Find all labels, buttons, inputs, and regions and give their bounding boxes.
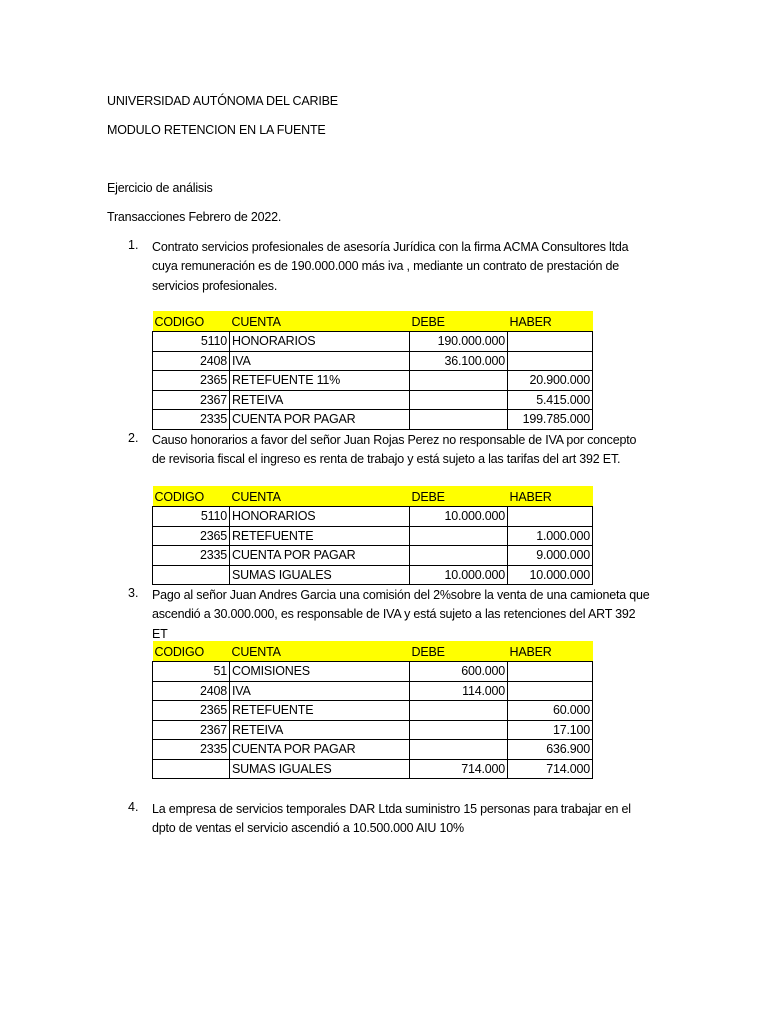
table-row [153, 410, 593, 430]
table-row [153, 390, 593, 410]
cell-debe [410, 410, 508, 430]
ledger-table-2 [152, 486, 593, 585]
cell-haber [508, 662, 593, 682]
cell-debe [410, 701, 508, 721]
cell-codigo: 2335 [153, 740, 230, 760]
cell-cuenta: IVA [230, 681, 410, 701]
cell-cuenta: RETEFUENTE 11% [230, 371, 410, 391]
header-debe: DEBE [410, 487, 508, 507]
cell-cuenta: IVA [230, 351, 410, 371]
cell-codigo: 2335 [153, 546, 230, 566]
item-2-number: 2. [128, 431, 139, 445]
cell-debe: 114.000 [410, 681, 508, 701]
cell-codigo: 5110 [153, 507, 230, 527]
cell-codigo: 2367 [153, 720, 230, 740]
cell-codigo: 2335 [153, 410, 230, 430]
item-1-text: Contrato servicios profesionales de asesoría Jurídica con la firma ACMA Consultores ltda cuya remuneración es de 190.000.000 más iva , mediante un contrato de prestación de servicios profesionales. [152, 240, 629, 293]
university-title: UNIVERSIDAD AUTÓNOMA DEL CARIBE [107, 94, 338, 108]
cell-cuenta: CUENTA POR PAGAR [230, 546, 410, 566]
cell-codigo: 2367 [153, 390, 230, 410]
cell-codigo: 2408 [153, 351, 230, 371]
table-row [153, 371, 593, 391]
cell-cuenta: RETEFUENTE [230, 701, 410, 721]
header-haber: HABER [508, 642, 593, 662]
module-title: MODULO RETENCION EN LA FUENTE [107, 123, 326, 137]
item-2-text: Causo honorarios a favor del señor Juan Rojas Perez no responsable de IVA por concepto de revisoria fiscal el ingreso es renta de trabajo y está sujeto a las tarifas del art 392 ET. [152, 433, 637, 467]
cell-debe: 10.000.000 [410, 565, 508, 585]
header-cuenta: CUENTA [230, 487, 410, 507]
cell-haber [508, 351, 593, 371]
cell-codigo: 2365 [153, 526, 230, 546]
cell-haber: 1.000.000 [508, 526, 593, 546]
exercise-title: Ejercicio de análisis [107, 181, 213, 195]
cell-cuenta: RETEFUENTE [230, 526, 410, 546]
cell-debe [410, 546, 508, 566]
cell-debe [410, 526, 508, 546]
cell-debe: 600.000 [410, 662, 508, 682]
cell-haber: 17.100 [508, 720, 593, 740]
header-codigo: CODIGO [153, 487, 230, 507]
header-cuenta: CUENTA [230, 642, 410, 662]
cell-cuenta: HONORARIOS [230, 332, 410, 352]
cell-haber: 20.900.000 [508, 371, 593, 391]
cell-haber [508, 681, 593, 701]
item-4-number: 4. [128, 800, 139, 814]
cell-cuenta: CUENTA POR PAGAR [230, 410, 410, 430]
header-cuenta: CUENTA [230, 312, 410, 332]
cell-cuenta: SUMAS IGUALES [230, 759, 410, 779]
table-row [153, 351, 593, 371]
ledger-table-1 [152, 311, 593, 430]
cell-haber: 60.000 [508, 701, 593, 721]
cell-debe [410, 371, 508, 391]
item-3-text: Pago al señor Juan Andres Garcia una comisión del 2%sobre la venta de una camioneta que ascendió a 30.000.000, es responsable de IVA y está sujeto a las retenciones del ART 392 ET [152, 588, 650, 641]
cell-debe [410, 720, 508, 740]
cell-debe [410, 740, 508, 760]
cell-debe: 36.100.000 [410, 351, 508, 371]
cell-cuenta: RETEIVA [230, 390, 410, 410]
cell-haber [508, 332, 593, 352]
cell-haber: 9.000.000 [508, 546, 593, 566]
cell-haber: 714.000 [508, 759, 593, 779]
ledger-table-3 [152, 641, 593, 779]
table-row [153, 332, 593, 352]
period-title: Transacciones Febrero de 2022. [107, 210, 282, 224]
item-1-number: 1. [128, 238, 139, 252]
header-codigo: CODIGO [153, 312, 230, 332]
table-row [153, 565, 593, 585]
table-row [153, 526, 593, 546]
table-row [153, 546, 593, 566]
header-debe: DEBE [410, 312, 508, 332]
table-row [153, 681, 593, 701]
table-row [153, 759, 593, 779]
header-codigo: CODIGO [153, 642, 230, 662]
cell-codigo: 2408 [153, 681, 230, 701]
cell-cuenta: COMISIONES [230, 662, 410, 682]
cell-debe: 714.000 [410, 759, 508, 779]
header-debe: DEBE [410, 642, 508, 662]
item-3-number: 3. [128, 586, 139, 600]
header-haber: HABER [508, 312, 593, 332]
cell-debe: 190.000.000 [410, 332, 508, 352]
table-row [153, 720, 593, 740]
cell-debe [410, 390, 508, 410]
cell-codigo: 2365 [153, 371, 230, 391]
cell-cuenta: SUMAS IGUALES [230, 565, 410, 585]
cell-haber [508, 507, 593, 527]
table-row [153, 662, 593, 682]
cell-cuenta: HONORARIOS [230, 507, 410, 527]
cell-codigo [153, 759, 230, 779]
cell-codigo: 51 [153, 662, 230, 682]
item-4-text: La empresa de servicios temporales DAR Ltda suministro 15 personas para trabajar en el dpto de ventas el servicio ascendió a 10.500.000 AIU 10% [152, 802, 631, 836]
cell-codigo: 2365 [153, 701, 230, 721]
cell-haber: 10.000.000 [508, 565, 593, 585]
cell-codigo [153, 565, 230, 585]
cell-haber: 199.785.000 [508, 410, 593, 430]
cell-debe: 10.000.000 [410, 507, 508, 527]
table-row [153, 740, 593, 760]
header-haber: HABER [508, 487, 593, 507]
table-row [153, 701, 593, 721]
cell-cuenta: RETEIVA [230, 720, 410, 740]
cell-haber: 636.900 [508, 740, 593, 760]
cell-haber: 5.415.000 [508, 390, 593, 410]
cell-codigo: 5110 [153, 332, 230, 352]
cell-cuenta: CUENTA POR PAGAR [230, 740, 410, 760]
table-row [153, 507, 593, 527]
